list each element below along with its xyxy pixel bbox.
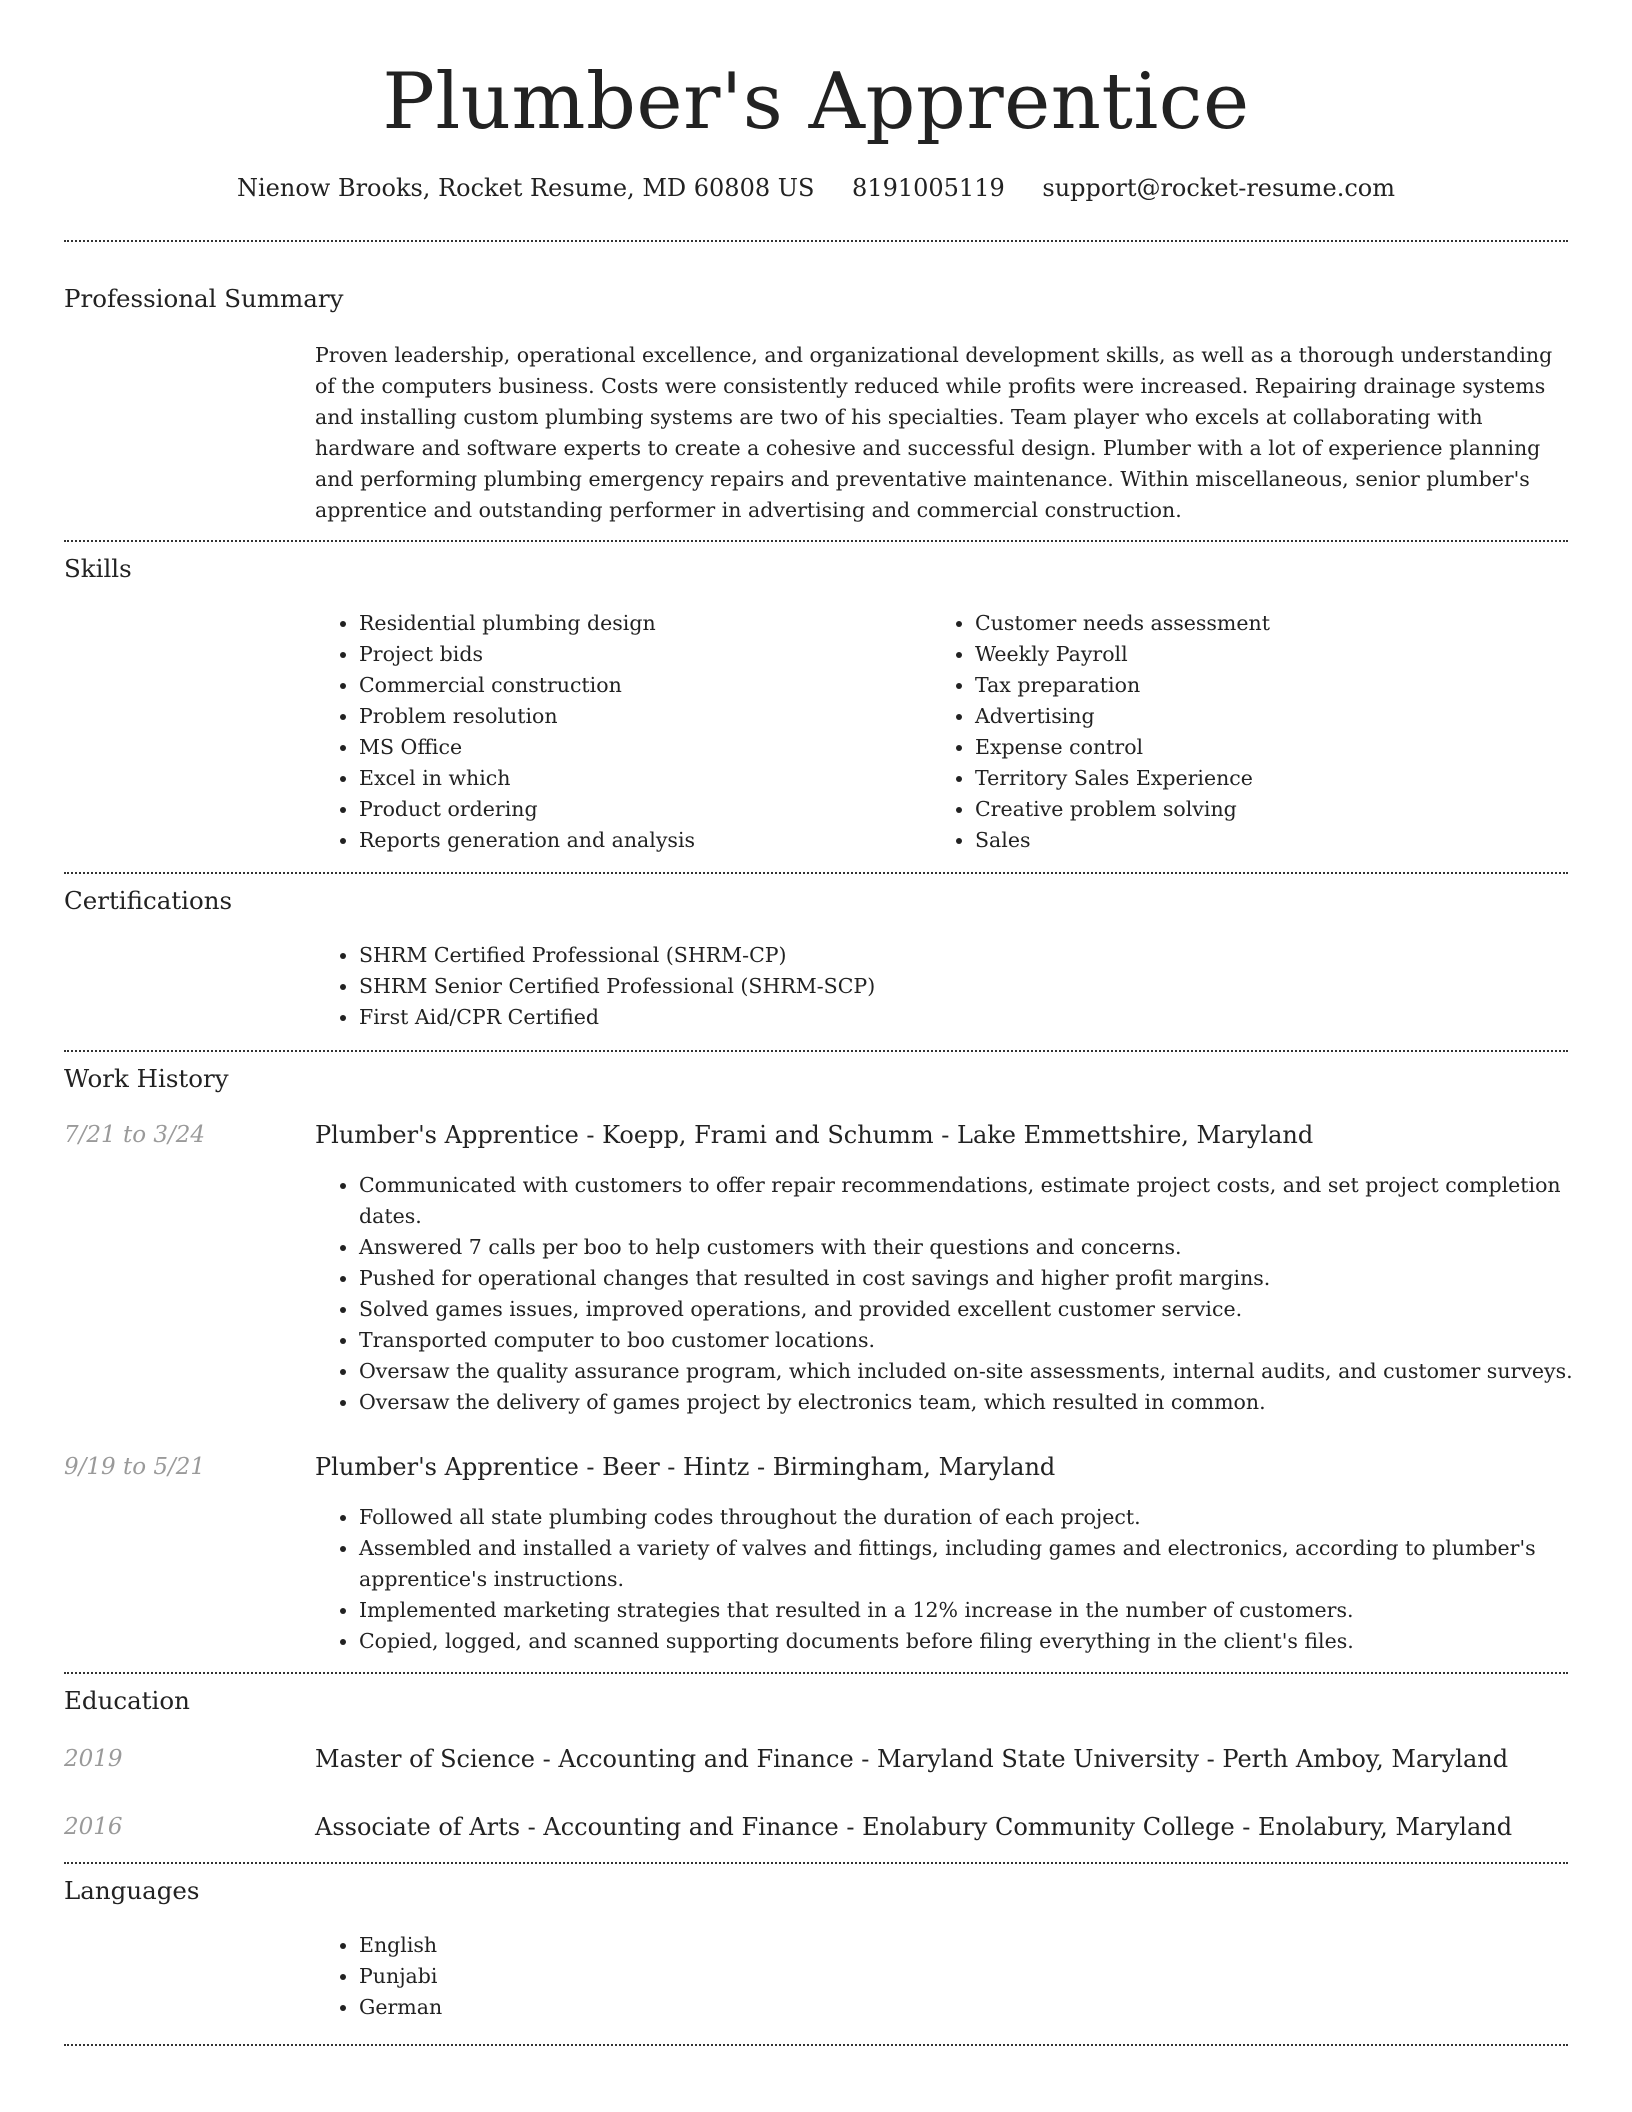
section-title-education: Education [64, 1686, 190, 1715]
language-item: • Punjabi [359, 1961, 959, 1992]
skill-item: • MS Office [359, 732, 919, 763]
divider [64, 872, 1568, 874]
divider [64, 1672, 1568, 1674]
job-bullet: • Solved games issues, improved operations, and provided excellent customer service. [359, 1294, 1609, 1325]
summary-text: Proven leadership, operational excellence, and organizational development skills, as well as a thorough understanding of the computers business. Costs were consistently reduced while profits were increased. Repairing drainage systems and installing custom plumbing systems are two of his specialties. Team player who excels at collaborating with hardware and software experts to create a cohesive and successful design. Plumber with a lot of experience planning and performing plumbing emergency repairs and preventative maintenance. Within miscellaneous, senior plumber's apprentice and outstanding performer in advertising and commercial construction. [315, 343, 1553, 522]
education-heading: Associate of Arts - Accounting and Finance - Enolabury Community College - Enolabury, Maryland [315, 1813, 1513, 1841]
job-bullet: • Followed all state plumbing codes throughout the duration of each project. [359, 1502, 1609, 1533]
job-bullet: • Answered 7 calls per boo to help customers with their questions and concerns. [359, 1232, 1609, 1263]
skills-list-right [931, 608, 1595, 856]
skill-item: • Territory Sales Experience [975, 763, 1595, 794]
resume-name: Plumber's Apprentice [382, 57, 1250, 147]
section-title-skills: Skills [64, 554, 132, 583]
education-heading: Master of Science - Accounting and Finance - Maryland State University - Perth Amboy, Maryland [315, 1745, 1509, 1773]
skill-item: • Weekly Payroll [975, 639, 1595, 670]
skill-item: • Reports generation and analysis [359, 825, 919, 856]
section-title-languages: Languages [64, 1876, 200, 1905]
job-bullet: • Transported computer to boo customer locations. [359, 1325, 1609, 1356]
certification-item: • SHRM Senior Certified Professional (SHRM-SCP) [359, 971, 1599, 1002]
job-bullets [315, 1502, 1609, 1657]
education-year: 2016 [64, 1814, 123, 1840]
contact-email: support@rocket-resume.com [1042, 174, 1396, 202]
certification-item: • SHRM Certified Professional (SHRM-CP) [359, 940, 1599, 971]
job-bullets [315, 1170, 1609, 1418]
job-bullet: • Communicated with customers to offer repair recommendations, estimate project costs, and set project completion dates. [359, 1170, 1609, 1232]
job-heading: Plumber's Apprentice - Koepp, Frami and Schumm - Lake Emmettshire, Maryland [315, 1121, 1314, 1149]
contact-address: Nienow Brooks, Rocket Resume, MD 60808 US [236, 174, 815, 202]
skill-item: • Product ordering [359, 794, 919, 825]
section-title-certifications: Certifications [64, 886, 233, 915]
languages-list [315, 1930, 959, 2023]
divider [64, 540, 1568, 542]
section-title-summary: Professional Summary [64, 284, 344, 313]
job-bullet: • Pushed for operational changes that resulted in cost savings and higher profit margins. [359, 1263, 1609, 1294]
job-heading: Plumber's Apprentice - Beer - Hintz - Birmingham, Maryland [315, 1453, 1056, 1481]
skills-list-left [315, 608, 919, 856]
job-dates: 7/21 to 3/24 [64, 1122, 206, 1148]
divider [64, 240, 1568, 242]
contact-line [0, 170, 1632, 206]
education-year: 2019 [64, 1746, 123, 1772]
job-bullet: • Assembled and installed a variety of valves and fittings, including games and electronics, according to plumber's apprentice's instructions. [359, 1533, 1609, 1595]
skill-item: • Project bids [359, 639, 919, 670]
job-bullet: • Oversaw the delivery of games project by electronics team, which resulted in common. [359, 1387, 1609, 1418]
language-item: • English [359, 1930, 959, 1961]
section-title-work-history: Work History [64, 1064, 229, 1093]
skill-item: • Tax preparation [975, 670, 1595, 701]
job-bullet: • Oversaw the quality assurance program, which included on-site assessments, internal audits, and customer surveys. [359, 1356, 1609, 1387]
job-bullet: • Copied, logged, and scanned supporting documents before filing everything in the client's files. [359, 1626, 1609, 1657]
skill-item: • Customer needs assessment [975, 608, 1595, 639]
skill-item: • Sales [975, 825, 1595, 856]
skill-item: • Excel in which [359, 763, 919, 794]
job-bullet: • Implemented marketing strategies that resulted in a 12% increase in the number of customers. [359, 1595, 1609, 1626]
skill-item: • Creative problem solving [975, 794, 1595, 825]
divider [64, 1050, 1568, 1052]
skill-item: • Residential plumbing design [359, 608, 919, 639]
contact-phone: 8191005119 [852, 174, 1005, 202]
certification-item: • First Aid/CPR Certified [359, 1002, 1599, 1033]
skill-item: • Advertising [975, 701, 1595, 732]
job-dates: 9/19 to 5/21 [64, 1454, 206, 1480]
skill-item: • Commercial construction [359, 670, 919, 701]
skill-item: • Expense control [975, 732, 1595, 763]
divider [64, 1862, 1568, 1864]
divider [64, 2044, 1568, 2046]
skill-item: • Problem resolution [359, 701, 919, 732]
certifications-list [315, 940, 1599, 1033]
language-item: • German [359, 1992, 959, 2023]
